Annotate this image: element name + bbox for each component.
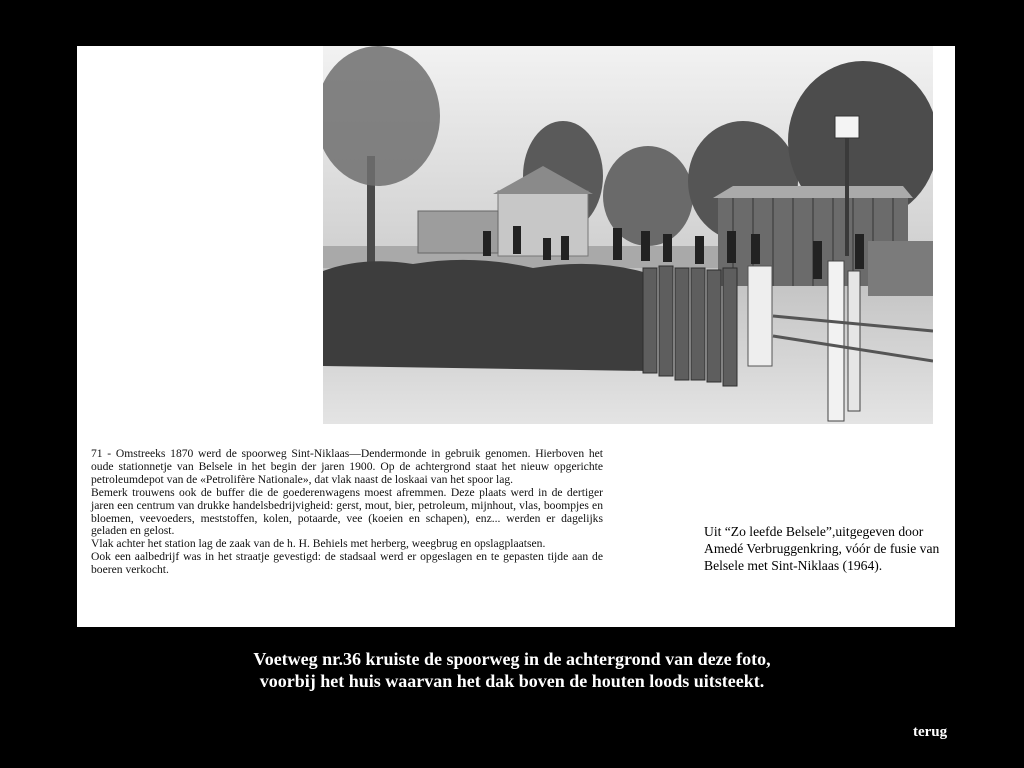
paragraph-3: Vlak achter het station lag de zaak van de h. H. Behiels met herberg, weegbrug en opslagplaatsen. [91,537,546,551]
paragraph-2: Bemerk trouwens ook de buffer die de goederenwagens moest afremmen. Deze plaats werd in de dertiger jaren een centrum van drukke handelsbedrijvigheid: gerst, mout, bier, petroleum, mijnhout, vlas, boompjes en bloemen, veevoeders, meststoffen, kolen, potaarde, vee (koeien en schapen), enz... werden er dagelijks geladen en gelost. [91,485,603,538]
caption-line-2: voorbij het huis waarvan het dak boven de houten loods uitsteekt. [259,671,765,691]
source-credit: Uit “Zo leefde Belsele”,uitgegeven door Amedé Verbruggenkring, vóór de fusie van Belsele met Sint-Niklaas (1964). [704,524,940,573]
historical-photo [323,46,933,424]
right-fence [868,241,933,296]
wooden-shed-roof [713,186,913,198]
buffer-post [828,261,844,421]
back-link[interactable]: terug [913,724,948,740]
paragraph-4: Ook een aalbedrijf was in het straatje gevestigd: de stadsaal werd er opgeslagen en te gepasten tijde aan de boeren verkocht. [91,550,603,577]
lamp-post [845,131,849,256]
caption-line-1: Voetweg nr.36 kruiste de spoorweg in de achtergrond van deze foto, [253,649,771,669]
caption [0,648,1024,692]
hedge [323,260,648,371]
white-post [748,266,772,366]
lamp [835,116,859,138]
station-photo-illustration [323,46,933,424]
paragraph-1: 71 - Omstreeks 1870 werd de spoorweg Sint-Niklaas—Dendermonde in gebruik genomen. Hierboven het oude stationnetje van Belsele in het begin der jaren 1900. Op de achtergrond staat het nieuw opgerichte petroleumdepot van de «Petrolifère Nationale», dat vlak naast de loskaai van het spoor lag. [91,447,603,486]
buffer-post [848,271,860,411]
scanned-page [77,46,955,627]
article-text [91,448,603,577]
